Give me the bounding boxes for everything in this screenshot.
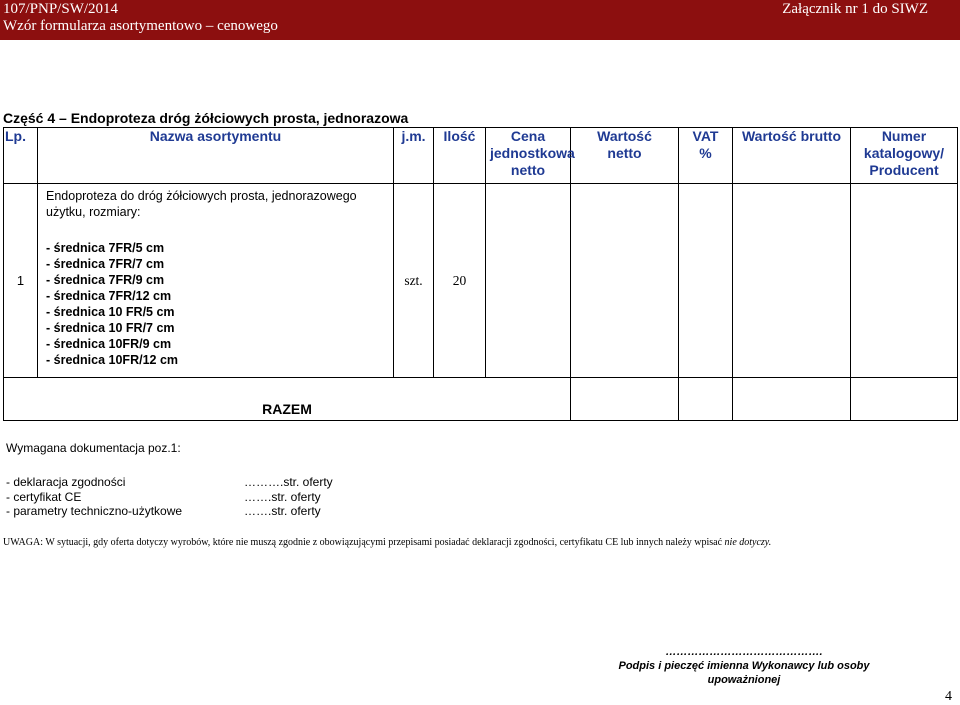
header-qty: Ilość <box>434 128 486 184</box>
total-catalog <box>851 378 958 421</box>
table-header-row <box>4 128 958 184</box>
row-unit-price[interactable] <box>486 184 571 378</box>
docs-title: Wymagana dokumentacja poz.1: <box>6 441 181 455</box>
docs-item <box>6 489 321 505</box>
header-catalog: Numer katalogowy/ Producent <box>851 128 958 184</box>
docs-item-label: - parametry techniczno-użytkowe <box>6 504 183 518</box>
document-header <box>0 0 960 40</box>
total-vat[interactable] <box>679 378 733 421</box>
product-description: Endoproteza do dróg żółciowych prosta, jednorazowego użytku, rozmiary: <box>46 189 357 219</box>
signature-line2: upoważnionej <box>707 674 781 686</box>
row-gross-value[interactable] <box>733 184 851 378</box>
table-row <box>4 184 958 378</box>
docs-item-value: ……….str. oferty <box>244 475 333 489</box>
warning-note <box>3 537 771 548</box>
header-unit-price: Cena jednostkowa netto <box>486 128 571 184</box>
signature-block <box>604 645 884 687</box>
page-number: 4 <box>945 689 952 704</box>
docs-item <box>6 504 321 519</box>
row-net-value[interactable] <box>571 184 679 378</box>
size-item: - średnica 7FR/12 cm <box>46 289 172 303</box>
docs-item-label: - certyfikat CE <box>6 489 82 504</box>
size-list <box>46 240 389 368</box>
total-net-value[interactable] <box>571 378 679 421</box>
docs-item-value: …….str. oferty <box>244 504 321 518</box>
part-title: Część 4 – Endoproteza dróg żółciowych prosta, jednorazowa <box>3 110 409 126</box>
row-vat[interactable] <box>679 184 733 378</box>
note-text: UWAGA: W sytuacji, gdy oferta dotyczy wyrobów, które nie muszą zgodnie z obowiązującymi przepisami posiadać deklaracji zgodności, certyfikatu CE lub innych należy wpisać <box>3 537 725 548</box>
header-unit: j.m. <box>394 128 434 184</box>
size-item: - średnica 10 FR/7 cm <box>46 321 175 335</box>
header-gross-value: Wartość brutto <box>733 128 851 184</box>
size-item: - średnica 7FR/7 cm <box>46 257 165 271</box>
assortment-table <box>3 127 958 421</box>
attachment-label: Załącznik nr 1 do SIWZ <box>782 1 928 17</box>
total-label: RAZEM <box>4 378 571 421</box>
size-item: - średnica 10 FR/5 cm <box>46 305 175 319</box>
signature-line1: Podpis i pieczęć imienna Wykonawcy lub osoby <box>618 660 870 672</box>
row-lp: 1 <box>4 184 38 378</box>
size-item: - średnica 7FR/5 cm <box>46 241 165 255</box>
docs-item-label: - deklaracja zgodności <box>6 475 126 489</box>
docs-item-value: …….str. oferty <box>244 489 321 504</box>
row-catalog[interactable] <box>851 184 958 378</box>
signature-dots: ……………………………………. <box>665 646 823 658</box>
note-italic: nie dotyczy. <box>724 537 772 548</box>
total-row <box>4 378 958 421</box>
size-item: - średnica 10FR/9 cm <box>46 337 172 351</box>
docs-item <box>6 475 333 490</box>
header-vat: VAT % <box>679 128 733 184</box>
header-name: Nazwa asortymentu <box>38 128 394 184</box>
required-docs <box>6 441 333 519</box>
row-name <box>38 184 394 378</box>
header-lp: Lp. <box>4 128 38 184</box>
size-item: - średnica 10FR/12 cm <box>46 353 179 367</box>
row-qty: 20 <box>434 184 486 378</box>
total-gross-value[interactable] <box>733 378 851 421</box>
row-unit: szt. <box>394 184 434 378</box>
header-net-value: Wartość netto <box>571 128 679 184</box>
doc-number: 107/PNP/SW/2014 <box>3 1 119 17</box>
form-title: Wzór formularza asortymentowo – cenowego <box>3 18 278 34</box>
size-item: - średnica 7FR/9 cm <box>46 273 165 287</box>
